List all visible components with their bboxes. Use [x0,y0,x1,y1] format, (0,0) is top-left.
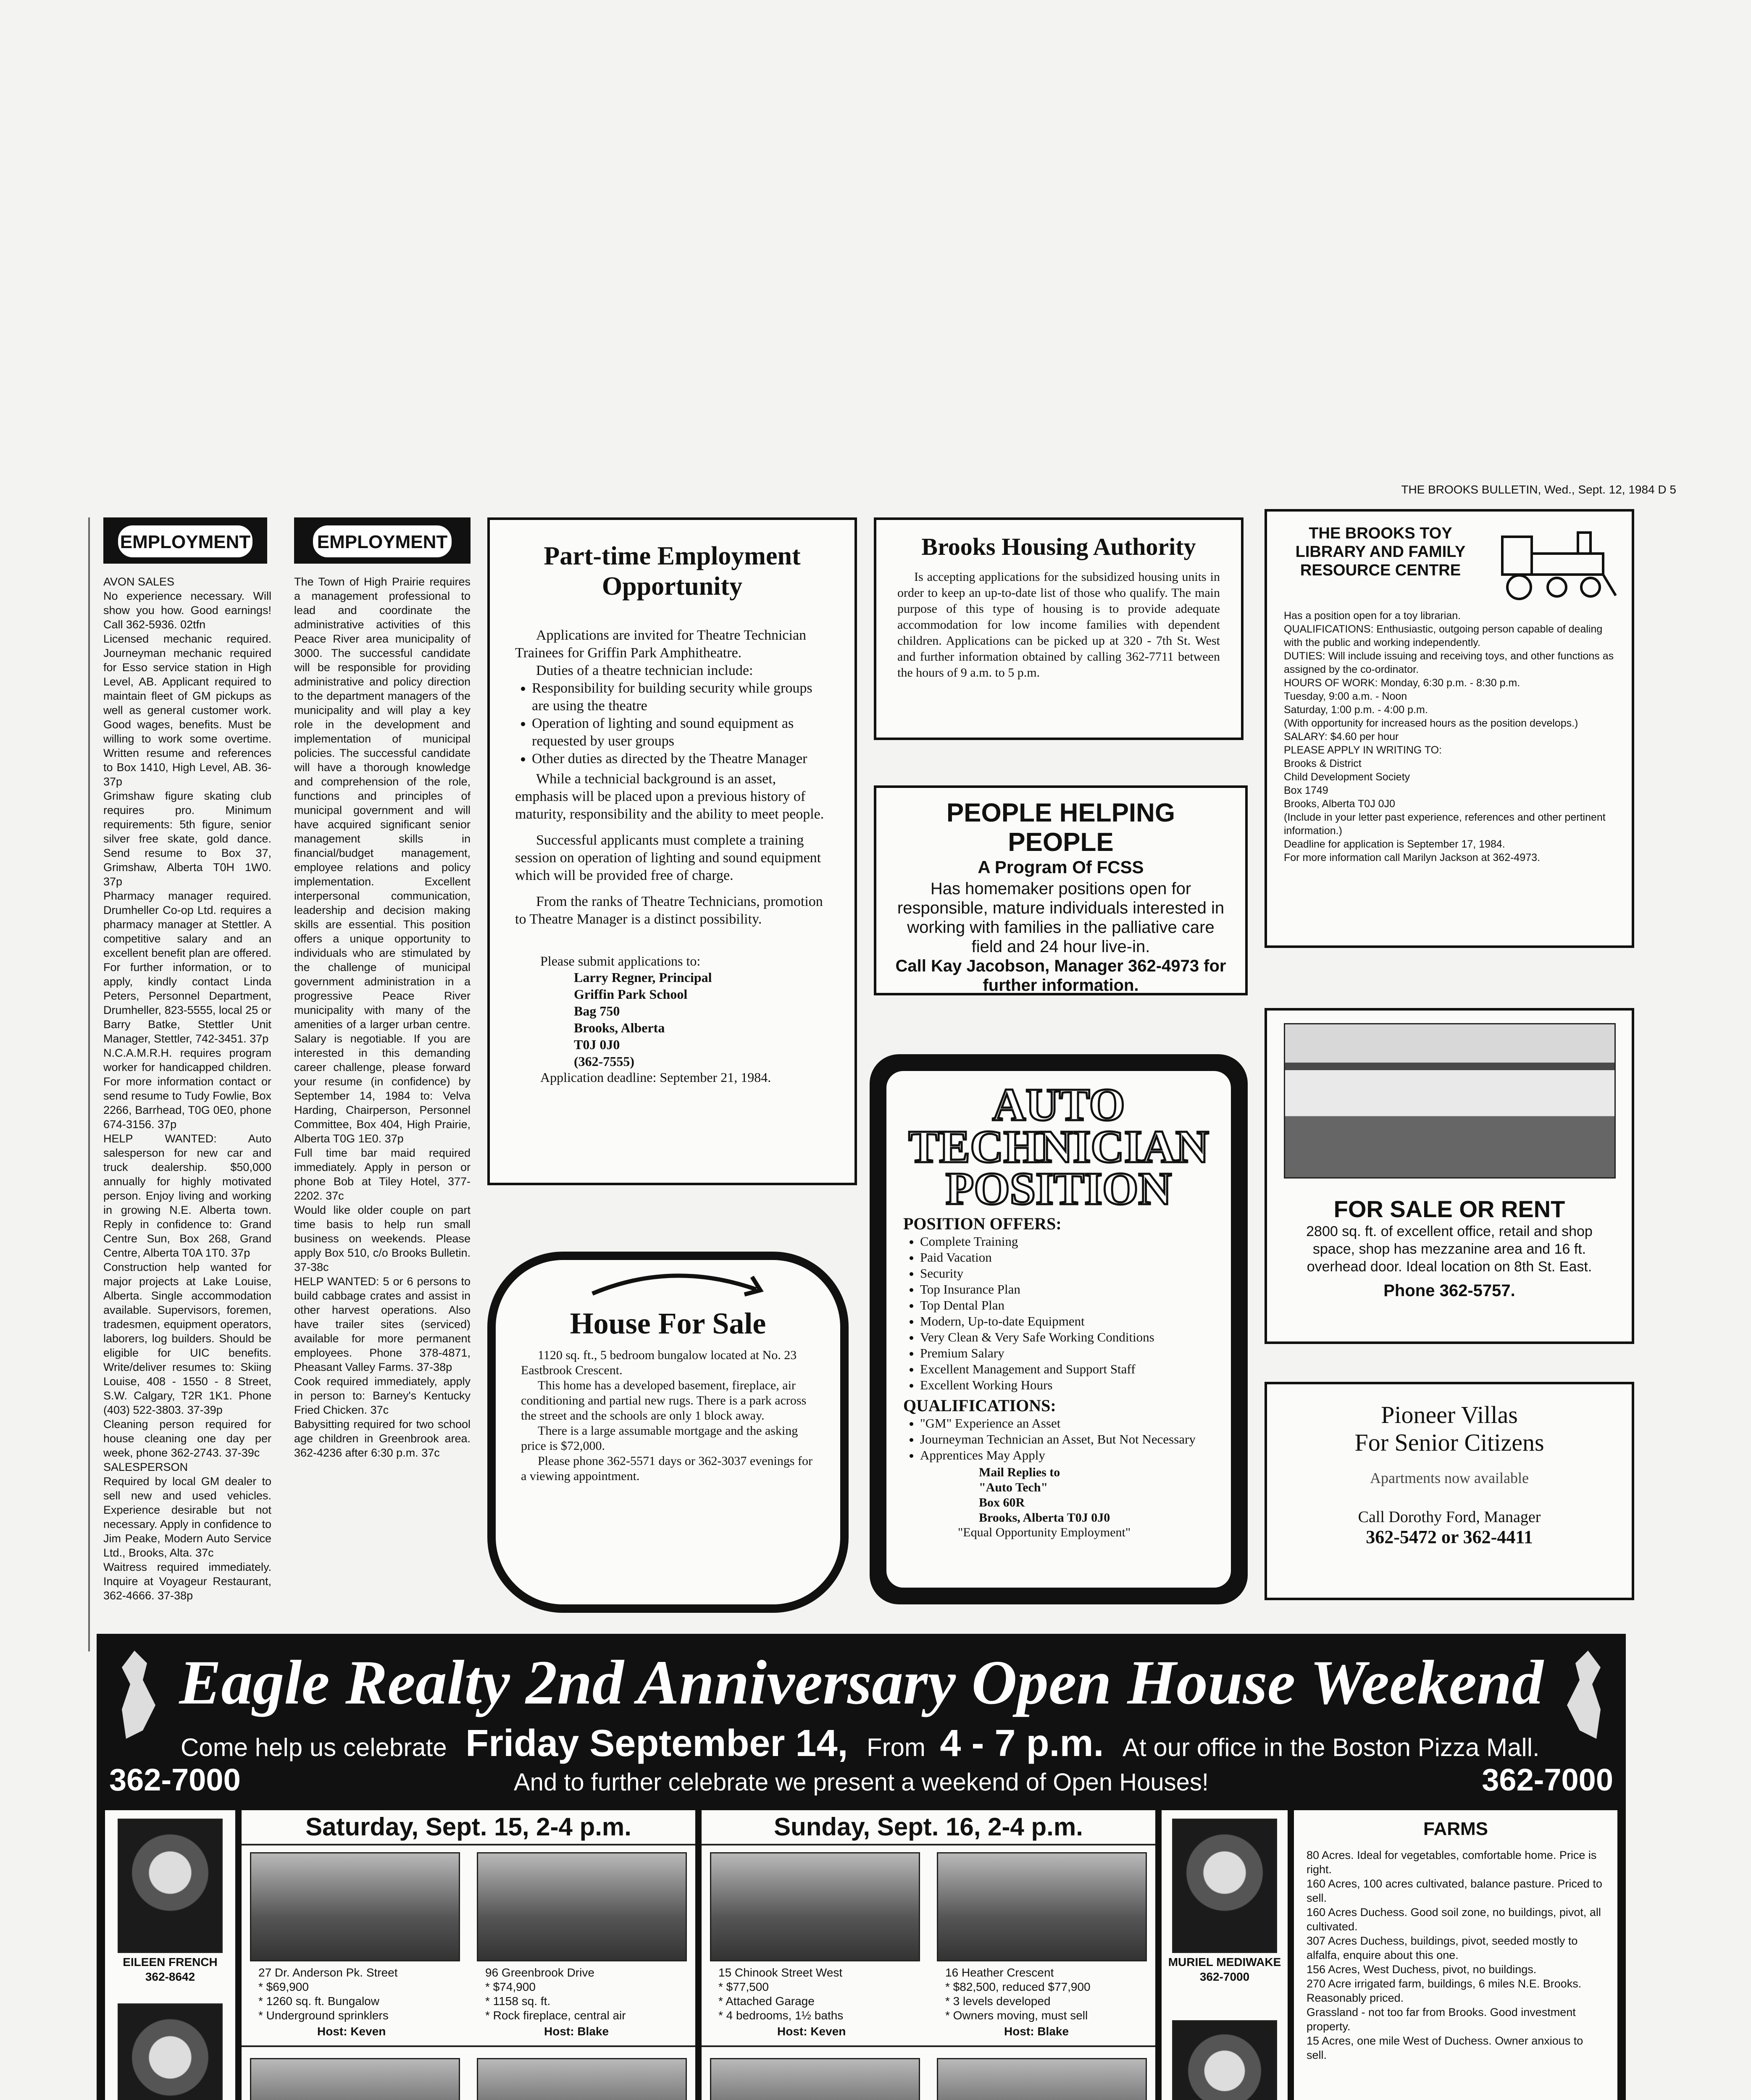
sale-rent-phone: Phone 362-5757. [1383,1281,1515,1300]
classifieds-column-2: The Town of High Prairie requires a management professional to lead and coordinate the administrative activities of this Peace River area municipality of 3000. The successful candidate will be responsible for providing administrative and policy direction to the department managers of the municipality and will play a key role in the development and implementation of municipal policies. The successful candidate will have a thorough knowledge and comprehension of the role, functions and principles of municipal government and will have acquired significant senior management skills in financial/budget management, employee relations and policy implementation. Excellent interpersonal communication, leadership and decision making skills are essential. This position offers a unique opportunity to individuals who are stimulated by the challenge of municipal government administration in a progressive Peace River municipality with many of the amenities of a larger urban centre. Salary is negotiable. If you are interested in this demanding career challenge, please forward your resume (in confidence) by September 14, 1984 to: Velva Harding, Chairperson, Personnel Committee, Box 404, High Prairie, Alberta T0G 1E0. 37p Full time bar maid required immediately. Apply in person or phone Bob at Tiley Hotel, 377-2202. 37c Would like older couple on part time basis to help run small business on weekends. Please apply Box 510, c/o Brooks Bulletin. 37-38c HELP WANTED: 5 or 6 persons to build cabbage crates and assist in other harvest operations. Also have trailer sites (serviced) available for more permanent employees. Phone 378-4871, Pheasant Valley Farms. 37-38p Cook required immediately, apply in person to: Barney's Kentucky Fried Chicken. 37c Babysitting required for two school age children in Greenbrook area. 362-4236 after 6:30 p.m. 37c [294,575,471,1459]
theatre-address: Larry Regner, Principal Griffin Park School Bag 750 Brooks, Alberta T0J 0J0 (362-7555) [574,970,712,1069]
auto-title-line: AUTO [992,1079,1125,1130]
agent-phone: 362-8642 [145,1970,195,1983]
theatre-title: Part-time Employment Opportunity [544,542,801,601]
auto-qual: • Apprentices May Apply [920,1447,1214,1463]
listing-host: Host: Keven [317,2025,386,2038]
sale-rent-title: FOR SALE OR RENT [1333,1196,1565,1222]
theatre-ad [487,517,857,1185]
eagle-line-1 [181,1722,1567,1765]
auto-offer: • Excellent Working Hours [920,1377,1214,1393]
listing: 27 Dr. Anderson Pk. Street * $69,900 * 1260 sq. ft. Bungalow * Underground sprinklers [258,1966,398,2022]
auto-qual: • "GM" Experience an Asset [920,1415,1214,1431]
auto-technician-ad [870,1054,1248,1604]
house-sale-paragraph: This home has a developed basement, fireplace, air conditioning and partial new rugs. There is a park across the street and the schools are only 1 block away. [521,1378,807,1423]
storefront-photo [1284,1023,1616,1179]
auto-offer: • Top Dental Plan [920,1297,1214,1313]
eagle-text: At our office in the Boston Pizza Mall. [1122,1733,1540,1761]
people-call: Call Kay Jacobson, Manager 362-4973 for further information. [895,957,1226,995]
saturday-listings [242,1810,695,2100]
eagle-text: Friday September 14, [465,1722,848,1764]
auto-offers-list [903,1234,1214,1393]
library-title: THE BROOKS TOY LIBRARY AND FAMILY RESOURCE CENTRE [1295,525,1466,579]
theatre-duty: • Responsibility for building security while groups are using the theatre [532,680,829,715]
eagle-realty-ad [97,1634,1626,2100]
auto-offer: • Security [920,1265,1214,1281]
auto-offer: • Excellent Management and Support Staff [920,1361,1214,1377]
right-agents [1162,1810,1288,2100]
house-sale-paragraph: 1120 sq. ft., 5 bedroom bungalow located at No. 23 Eastbrook Crescent. [521,1348,797,1377]
people-helping-ad [874,785,1248,995]
housing-ad [874,517,1244,740]
sunday-header: Sunday, Sept. 16, 2-4 p.m. [774,1813,1083,1841]
auto-offer: • Paid Vacation [920,1250,1214,1265]
agent-name: MURIEL MEDIWAKE [1168,1956,1281,1969]
eagle-phone-right: 362-7000 [1482,1762,1613,1797]
pioneer-title: For Senior Citizens [1354,1429,1544,1456]
margin-line [88,517,90,1651]
theatre-duties-list [515,680,829,768]
farms-heading: FARMS [1423,1819,1488,1839]
auto-offer: • Complete Training [920,1234,1214,1250]
house-photo [250,1852,460,1961]
agent-photo [118,1819,223,1953]
auto-quals-list [903,1415,1214,1463]
theatre-intro: Applications are invited for Theatre Technician Trainees for Griffin Park Amphitheatre. [515,627,807,661]
house-photo [477,2058,687,2100]
pioneer-title: Pioneer Villas [1381,1401,1518,1428]
auto-offer: • Top Insurance Plan [920,1281,1214,1297]
people-subtitle: A Program Of FCSS [978,857,1144,877]
theatre-paragraph: From the ranks of Theatre Technicians, promotion to Theatre Manager is a distinct possibility. [515,894,823,927]
eagle-line-2: And to further celebrate we present a weekend of Open Houses! [514,1769,1209,1796]
listing: 16 Heather Crescent * $82,500, reduced $77,900 * 3 levels developed * Owners moving, must sell [945,1966,1091,2022]
listing: 96 Greenbrook Drive * $74,900 * 1158 sq. ft. * Rock fireplace, central air [485,1966,626,2022]
auto-eoe: "Equal Opportunity Employment" [958,1525,1131,1539]
house-photo [710,2058,920,2100]
pioneer-villas-ad [1265,1382,1634,1600]
listing-host: Host: Keven [777,2025,846,2038]
listing-host: Host: Blake [544,2025,609,2038]
house-for-sale-ad [487,1252,849,1613]
house-sale-title: House For Sale [570,1307,766,1340]
house-photo [937,1852,1147,1961]
house-sale-paragraph: There is a large assumable mortgage and the asking price is $72,000. [521,1424,798,1453]
pioneer-subtitle: Apartments now available [1370,1470,1529,1486]
theatre-duty: • Operation of lighting and sound equipment as requested by user groups [532,715,829,750]
auto-title-line: TECHNICIAN [908,1121,1209,1172]
auto-title-line: POSITION [946,1163,1172,1214]
housing-title: Brooks Housing Authority [921,533,1196,560]
house-photo [477,1852,687,1961]
toy-library-ad [1265,509,1634,948]
house-sale-paragraph: Please phone 362-5571 days or 362-3037 evenings for a viewing appointment. [521,1454,813,1483]
listing-host: Host: Blake [1004,2025,1069,2038]
agent-phone: 362-7000 [1199,1970,1250,1983]
for-sale-or-rent-ad [1265,1008,1634,1344]
auto-mail: Mail Replies to "Auto Tech" Box 60R Brooks, Alberta T0J 0J0 [979,1465,1110,1525]
eagle-text: Come help us celebrate [181,1733,447,1761]
house-photo [937,2058,1147,2100]
theatre-duty: • Other duties as directed by the Theatre Manager [532,750,829,768]
eagle-text: 4 - 7 p.m. [940,1722,1104,1764]
eagle-text: From [866,1733,925,1761]
house-photo [250,2058,460,2100]
sunday-listings [702,1810,1155,2100]
library-body: Has a position open for a toy librarian. QUALIFICATIONS: Enthusiastic, outgoing person capable of dealing with the public and working independently. DUTIES: Will include issuing and receiving toys, and other functions as assigned by the co-ordinator. HOURS OF WORK: Monday, 6:30 p.m. - 8:30 p.m. Tuesday, 9:00 a.m. - Noon Saturday, 1:00 p.m. - 4:00 p.m. (With opportunity for increased hours as the position develops.) SALARY: $4.60 per hour PLEASE APPLY IN WRITING TO: Brooks & District Child Development Society Box 1749 Brooks, Alberta T0J 0J0 (Include in your letter past experience, references and other pertinent information.) Deadline for application is September 17, 1984. For more information call Marilyn Jackson at 362-4973. [1284,610,1614,864]
farms-list: 80 Acres. Ideal for vegetables, comfortable home. Price is right. 160 Acres, 100 acres cultivated, balance pasture. Priced to sell. 160 Acres Duchess. Good soil zone, no buildings, pivot, all cultivated. 307 Acres Duchess, buildings, pivot, seeded mostly to alfalfa, enquire about this one. 156 Acres, West Duchess, pivot, no buildings. 270 Acre irrigated farm, buildings, 6 miles N.E. Brooks. Reasonably priced. Grassland - not too far from Brooks. Good investment property. 15 Acres, one mile West of Duchess. Owner anxious to sell. [1307,1849,1602,2061]
agent-photo [1172,2020,1277,2100]
auto-quals-head: QUALIFICATIONS: [903,1396,1056,1415]
saturday-header: Saturday, Sept. 15, 2-4 p.m. [305,1813,631,1841]
auto-offers-head: POSITION OFFERS: [903,1214,1062,1233]
auto-offer: • Modern, Up-to-date Equipment [920,1313,1214,1329]
eagle-title: Eagle Realty 2nd Anniversary Open House Weekend [179,1648,1543,1717]
listing: 15 Chinook Street West * $77,500 * Attached Garage * 4 bedrooms, 1½ baths [718,1966,844,2022]
classifieds-column-1: AVON SALES No experience necessary. Will show you how. Good earnings! Call 362-5936. 02tfn Licensed mechanic required. Journeyman mechanic required for Esso service station in High Level, AB. Applicant required to maintain fleet of GM pickups as well as general customer work. Good wages, benefits. Must be willing to work some overtime. Written resume and references to Box 1410, High Level, AB. 36-37p Grimshaw figure skating club requires pro. Minimum requirements: 5th figure, senior silver free skate, gold dance. Send resume to Box 37, Grimshaw, Alberta T0H 1W0. 37p Pharmacy manager required. Drumheller Co-op Ltd. requires a pharmacy manager at Stettler. A competitive salary and an excellent benefit plan are offered. For further information, or to apply, kindly contact Linda Peters, Personnel Department, Drumheller, 823-5555, local 25 or Barry Batke, Stettler Unit Manager, Stettler, 742-3451. 37p N.C.A.M.R.H. requires program worker for handicapped children. For more information contact or send resume to Tudy Fowlie, Box 2266, Barrhead, T0G 0E0, phone 674-3156. 37p HELP WANTED: Auto salesperson for new car and truck dealership. $50,000 annually for highly motivated person. Enjoy living and working in growing N.E. Alberta town. Reply in confidence to: Grand Centre Sun, Box 268, Grand Centre, Alberta T0A 1T0. 37p Construction help wanted for major projects at Lake Louise, Alberta. Single accommodation available. Supervisors, foremen, tradesmen, equipment operators, laborers, log builders. Should be eligible for UIC benefits. Write/deliver resumes to: Skiing Louise, 408 - 1550 - 8 Street, S.W. Calgary, T2R 1K1. Phone (403) 522-3803. 37-39p Cleaning person required for house cleaning one day per week, phone 362-2743. 37-39c SALESPERSON Required by local GM dealer to sell new and used vehicles. Experience desirable but not necessary. Apply in confidence to Jim Peake, Modern Auto Service Ltd., Brooks, Alta. 37c Waitress required immediately. Inquire at Voyageur Restaurant, 362-4666. 37-38p [103,575,271,1602]
auto-qual: • Journeyman Technician an Asset, But Not Necessary [920,1431,1214,1447]
pioneer-phone: 362-5472 or 362-4411 [1366,1527,1533,1547]
agent-photo [118,2003,223,2100]
auto-offer: • Premium Salary [920,1345,1214,1361]
left-agents [105,1810,235,2100]
employment-badge-1: EMPLOYMENT [116,523,255,559]
agent-name: EILEEN FRENCH [123,1956,218,1969]
toy-train-icon [1494,520,1620,604]
theatre-submit: Please submit applications to: [540,953,701,969]
sale-rent-body: 2800 sq. ft. of excellent office, retail and shop space, shop has mezzanine area and 16 ft. overhead door. Ideal location on 8th St. East. [1306,1223,1593,1275]
housing-body: Is accepting applications for the subsidized housing units in order to keep an up-to-date list of those who qualify. The main purpose of this type of housing is to provide adequate accommodation for low income families with dependent children. Applications can be picked up at 320 - 7th St. West and further information obtained by calling 362-7711 between the hours of 9 a.m. to 5 p.m. [897,570,1220,680]
employment-badge-2: EMPLOYMENT [311,523,454,559]
people-body: Has homemaker positions open for responsible, mature individuals interested in working with families in the palliative care field and 24 hour live-in. [897,879,1225,956]
auto-offer: • Very Clean & Very Safe Working Conditions [920,1329,1214,1345]
people-title: PEOPLE HELPING PEOPLE [946,798,1175,857]
arrow-icon [588,1264,765,1302]
theatre-duties-head: Duties of a theatre technician include: [536,663,753,678]
property-listings [1294,1810,1617,2100]
auto-title [903,1079,1214,1214]
pioneer-call: Call Dorothy Ford, Manager [1358,1508,1541,1526]
theatre-deadline: Application deadline: September 21, 1984. [540,1070,771,1085]
agent-photo [1172,1819,1277,1953]
eagle-phone-left: 362-7000 [109,1762,241,1797]
house-photo [710,1852,920,1961]
theatre-paragraph: While a technicial background is an asset, emphasis will be placed upon a previous history of maturity, responsibility and the ability to meet people. [515,771,824,822]
theatre-paragraph: Successful applicants must complete a training session on operation of lighting and sound equipment which will be provided free of charge. [515,832,821,883]
page-header: THE BROOKS BULLETIN, Wed., Sept. 12, 1984 D 5 [1401,483,1676,496]
